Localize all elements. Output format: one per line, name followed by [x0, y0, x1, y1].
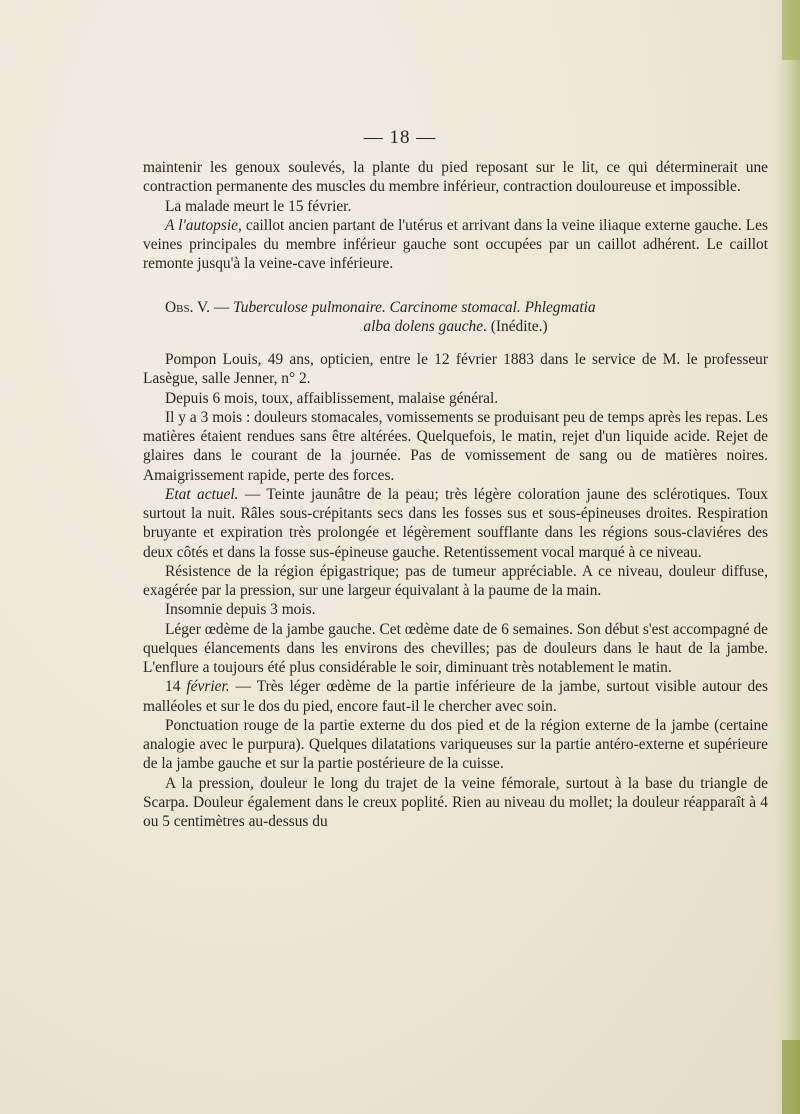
- dash: —: [209, 298, 234, 316]
- observation-subtitle: [143, 317, 768, 336]
- current-state-heading: Etat actuel.: [165, 485, 239, 503]
- observation-title-text: Tuberculose pulmonaire. Carcinome stomacal. Phlegmatia: [233, 298, 596, 316]
- paragraph: Résistence de la région épigastrique; pas de tumeur appréciable. A ce niveau, douleur diffuse, exagérée par la pression, sur une largeur équivalant à la paume de la main.: [143, 562, 768, 599]
- observation-title: [143, 298, 768, 317]
- page-number: — 18 —: [363, 127, 437, 148]
- observation-label: Obs. V.: [165, 298, 210, 316]
- paragraph: Pompon Louis, 49 ans, opticien, entre le 12 février 1883 dans le service de M. le professeur Lasègue, salle Jenner, n° 2.: [143, 351, 768, 388]
- page-edge-stain: [782, 0, 800, 60]
- page-edge-discoloration: [774, 0, 800, 1114]
- date-month: février.: [186, 678, 230, 696]
- observation-subtitle-text: alba dolens gauche.: [363, 317, 487, 335]
- paragraph: [143, 216, 768, 274]
- paragraph: Léger œdème de la jambe gauche. Cet œdème date de 6 semaines. Son début s'est accompagné de quelques élancements dans les environs des chevilles; pas de douleurs dans le haut de la jambe. L'enflure a toujours été plus considérable le soir, diminuant très notablement le matin.: [143, 620, 768, 676]
- paragraph: Ponctuation rouge de la partie externe du dos pied et de la région externe de la jambe (certaine analogie avec le purpura). Quelques dilatations variqueuses sur la partie antéro-externe et supérieure de la jambe gauche et sur la partie postérieure de la cuisse.: [143, 716, 768, 773]
- autopsy-heading: A l'autopsie: [165, 216, 238, 234]
- paragraph: Il y a 3 mois : douleurs stomacales, vomissements se produisant peu de temps après les repas. Les matières étaient rendues sans être altérées. Quelquefois, le matin, rejet d'un liquide acide. Rejet de glaires dans le courant de la journée. Pas de vomissement de sang ou de matières noires. Amaigrissement rapide, perte des forces.: [143, 408, 768, 484]
- page-edge-stain: [782, 1040, 800, 1114]
- paragraph: Depuis 6 mois, toux, affaiblissement, malaise général.: [165, 389, 499, 407]
- paragraph-text: , caillot ancien partant de l'utérus et arrivant dans la veine iliaque externe gauche. Les veines principales du membre inférieur gauche sont occupées par un caillot adhérent. Le caillot remonte jusqu'à la veine-cave inférieure.: [143, 216, 768, 273]
- paragraph: Insomnie depuis 3 mois.: [165, 601, 316, 619]
- observation-note: (Inédite.): [486, 317, 548, 335]
- paragraph-text: — Très léger œdème de la partie inférieure de la jambe, surtout visible autour des malléoles et sur le dos du pied, encore faut-il le chercher avec soin.: [143, 678, 768, 715]
- paragraph: A la pression, douleur le long du trajet de la veine fémorale, surtout à la base du triangle de Scarpa. Douleur également dans le creux poplité. Rien au niveau du mollet; la douleur réapparaît à 4 ou 5 centimètres au-dessus du: [143, 774, 768, 830]
- paragraph: La malade meurt le 15 février.: [165, 197, 352, 215]
- paragraph-text: — Teinte jaunâtre de la peau; très légère coloration jaune des sclérotiques. Toux surtout la nuit. Râles sous-crépitants secs dans les fosses sus et sous-épineuses droites. Respiration bruyante et expiration très prolongée et légèrement soufflante dans les régions sous-claviéres des deux côtés et dans la fosse sus-épineuse gauche. Retentissement vocal marqué à ce niveau.: [143, 485, 769, 561]
- paragraph: [143, 677, 768, 716]
- paragraph: [143, 485, 768, 562]
- body-text: [143, 158, 768, 831]
- date-number: 14: [165, 678, 187, 696]
- paragraph: maintenir les genoux soulevés, la plante du pied reposant sur le lit, ce qui déterminerait une contraction permanente des muscles du membre inférieur, contraction douloureuse et impossible.: [143, 159, 768, 196]
